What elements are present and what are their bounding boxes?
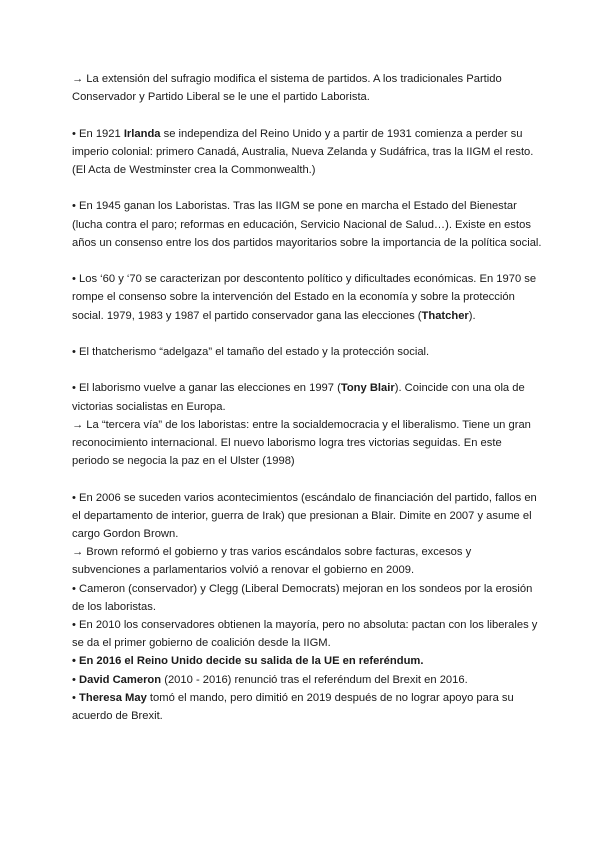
paragraph-2006: • En 2006 se suceden varios acontecimientos (escándalo de financiación del partido, fallos en el departamento de interior, guerra de Irak) que presionan a Blair. Dimite en 2007 y asume el cargo Gordon Brown. (72, 491, 537, 540)
spacer (72, 325, 542, 343)
paragraph-2016 (72, 652, 542, 670)
paragraph-suffrage: → La extensión del sufragio modifica el sistema de partidos. A los tradicionales Partido Conservador y Partido Liberal se le une el partido Laborista. (72, 73, 502, 104)
bold-term: Theresa May (79, 691, 147, 704)
paragraph-60s-70s: • Los ‘60 y ‘70 se caracterizan por descontento político y dificultades económicas. En 1970 se rompe el consenso sobre la intervención del Estado en la economía y sobre la protección social. 1979, 1983 y 1987 el partido conservador gana las elecciones (Thatcher). (72, 273, 537, 322)
paragraph-david-cameron: • David Cameron (2010 - 2016) renunció tras el referéndum del Brexit en 2016. (72, 673, 468, 686)
paragraph-1945: • En 1945 ganan los Laboristas. Tras las IIGM se pone en marcha el Estado del Bienestar (lucha contra el paro; reformas en educación, Servicio Nacional de Salud…). Existe en estos años un consenso entre los dos partidos mayoritarios sobre la importancia de la política social. (72, 200, 542, 249)
spacer (72, 106, 542, 124)
bold-term: Tony Blair (340, 382, 395, 395)
spacer (72, 252, 542, 270)
paragraph-1997: • El laborismo vuelve a ganar las elecciones en 1997 (Tony Blair). Coincide con una ola de victorias socialistas en Europa. (72, 382, 525, 413)
paragraph-cameron-clegg: • Cameron (conservador) y Clegg (Liberal Democrats) mejoran en los sondeos por la erosión de los laboristas. (72, 582, 533, 613)
bold-term: Thatcher (421, 309, 469, 322)
bold-term: • En 2016 el Reino Unido decide su salida de la UE en referéndum. (72, 655, 424, 668)
bold-term: Irlanda (123, 127, 161, 140)
paragraph-brown: → Brown reformó el gobierno y tras varios escándalos sobre facturas, excesos y subvenciones a parlamentarios volvió a renovar el gobierno en 2009. (72, 546, 472, 577)
document-page (72, 70, 542, 725)
paragraph-thatcherism: • El thatcherismo “adelgaza” el tamaño del estado y la protección social. (72, 345, 430, 358)
paragraph-ireland: • En 1921 Irlanda se independiza del Reino Unido y a partir de 1931 comienza a perder su imperio colonial: primero Canadá, Australia, Nueva Zelanda y Sudáfrica, tras la IIGM el resto. (El Acta de Westminster crea la Commonwealth.) (72, 127, 534, 176)
spacer (72, 470, 542, 488)
bold-term: David Cameron (79, 673, 162, 686)
spacer (72, 179, 542, 197)
paragraph-2010: • En 2010 los conservadores obtienen la mayoría, pero no absoluta: pactan con los liberales y se da el primer gobierno de coalición desde la IIGM. (72, 619, 538, 650)
paragraph-theresa-may: • Theresa May tomó el mando, pero dimitió en 2019 después de no lograr apoyo para su acuerdo de Brexit. (72, 691, 514, 723)
spacer (72, 361, 542, 379)
paragraph-third-way: → La “tercera vía” de los laboristas: entre la socialdemocracia y el liberalismo. Tiene un gran reconocimiento internacional. El nuevo laborismo logra tres victorias seguidas. En este periodo se negocia la paz en el Ulster (1998) (72, 418, 531, 468)
